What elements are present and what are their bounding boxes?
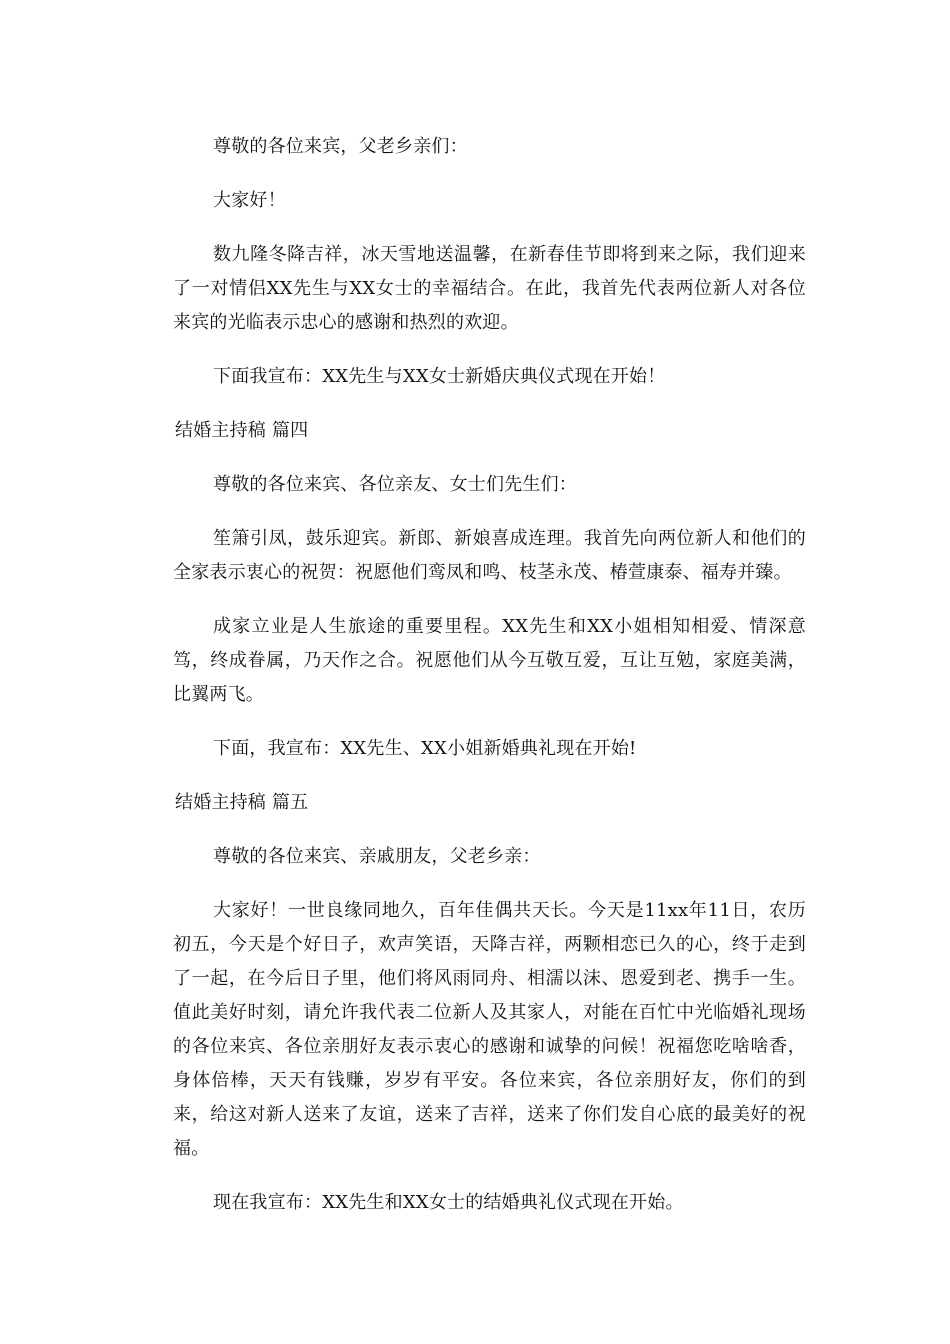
salutation-paragraph: 尊敬的各位来宾、各位亲友、女士们先生们：	[213, 474, 577, 495]
salutation-paragraph: 尊敬的各位来宾，父老乡亲们：	[213, 136, 468, 157]
body-paragraph: 大家好！一世良缘同地久，百年佳偶共天长。今天是11xx年11日，农历初五，今天是个好日子，欢声笑语，天降吉祥，两颗相恋已久的心，终于走到了一起，在今后日子里，他们将风雨同舟、相濡以沫、恩爱到老、携手一生。值此美好时刻，请允许我代表二位新人及其家人，对能在百忙中光临婚礼现场的各位来宾、各位亲朋好友表示衷心的感谢和诚挚的问候！祝福您吃啥啥香，身体倍棒，天天有钱赚，岁岁有平安。各位来宾，各位亲朋好友，你们的到来，给这对新人送来了友谊，送来了吉祥，送来了你们发自心底的最美好的祝福。	[173, 900, 806, 1159]
salutation-paragraph: 尊敬的各位来宾、亲戚朋友，父老乡亲：	[213, 846, 541, 867]
announcement-paragraph: 下面我宣布：XX先生与XX女士新婚庆典仪式现在开始！	[213, 366, 666, 387]
section-heading-five: 结婚主持稿 篇五	[175, 792, 309, 813]
welcome-paragraph: 数九隆冬降吉祥，冰天雪地送温馨，在新春佳节即将到来之际，我们迎来了一对情侣XX先生与XX女士的幸福结合。在此，我首先代表两位新人对各位来宾的光临表示忠心的感谢和热烈的欢迎。	[173, 244, 806, 333]
section-heading-four: 结婚主持稿 篇四	[175, 420, 309, 441]
announcement-paragraph: 现在我宣布：XX先生和XX女士的结婚典礼仪式现在开始。	[213, 1192, 684, 1213]
announcement-paragraph: 下面，我宣布：XX先生、XX小姐新婚典礼现在开始!	[213, 738, 637, 759]
document-page	[173, 130, 806, 1240]
body-paragraph: 成家立业是人生旅途的重要里程。XX先生和XX小姐相知相爱、情深意笃，终成眷属，乃天作之合。祝愿他们从今互敬互爱，互让互勉，家庭美满，比翼两飞。	[173, 616, 806, 705]
blessing-paragraph: 笙箫引凤，鼓乐迎宾。新郎、新娘喜成连理。我首先向两位新人和他们的全家表示衷心的祝贺：祝愿他们鸾凤和鸣、枝茎永茂、椿萱康泰、福寿并臻。	[173, 528, 806, 583]
greeting-paragraph: 大家好！	[213, 190, 286, 211]
